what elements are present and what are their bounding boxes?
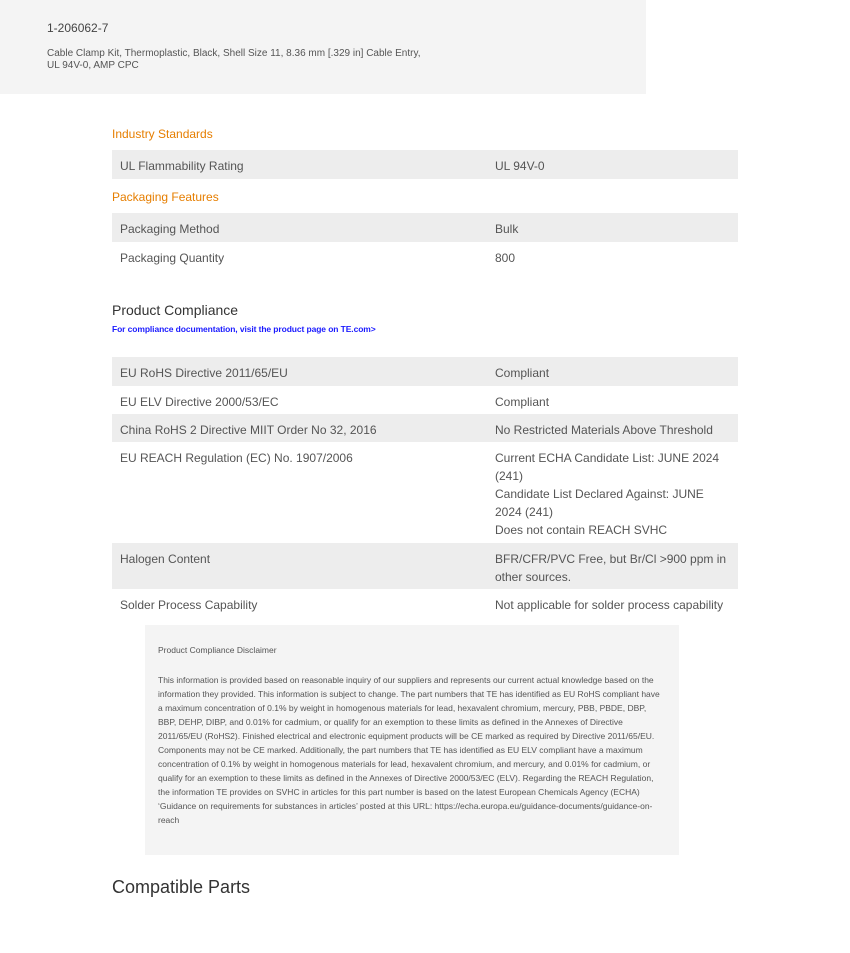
row-label: Solder Process Capability [120, 598, 258, 612]
table-row [112, 589, 738, 618]
row-value: Compliant [495, 366, 550, 380]
compliance-documentation-link[interactable]: For compliance documentation, visit the product page on TE.com> [112, 324, 376, 334]
industry-standards-title: Industry Standards [112, 127, 213, 141]
row-label: Packaging Quantity [120, 251, 225, 265]
row-label: EU REACH Regulation (EC) No. 1907/2006 [120, 451, 353, 465]
packaging-features-title: Packaging Features [112, 190, 219, 204]
table-row [112, 414, 738, 442]
table-row [112, 386, 738, 414]
row-value: BFR/CFR/PVC Free, but Br/Cl >900 ppm in other sources. [495, 552, 727, 584]
part-header [0, 0, 646, 94]
row-value: UL 94V-0 [495, 159, 545, 173]
table-row [112, 442, 738, 543]
row-value: Bulk [495, 222, 519, 236]
table-row [112, 242, 738, 271]
row-label: UL Flammability Rating [120, 159, 244, 173]
table-row [112, 357, 738, 386]
row-label: China RoHS 2 Directive MIIT Order No 32, 2016 [120, 423, 377, 437]
table-row [112, 543, 738, 589]
row-value: Current ECHA Candidate List: JUNE 2024 (241) Candidate List Declared Against: JUNE 2024 (241) Does not contain REACH SVHC [495, 451, 720, 537]
disclaimer-title: Product Compliance Disclaimer [158, 645, 277, 655]
row-value: Compliant [495, 395, 550, 409]
row-value: Not applicable for solder process capability [495, 598, 724, 612]
table-row [112, 150, 738, 179]
row-label: EU RoHS Directive 2011/65/EU [120, 366, 288, 380]
row-label: Packaging Method [120, 222, 220, 236]
disclaimer-body: This information is provided based on reasonable inquiry of our suppliers and represents our current actual knowledge based on the information they provided. This information is subject to change. The part numbers that TE has identified as EU RoHS compliant have a maximum concentration of 0.1% by weight in homogenous materials for lead, hexavalent chromium, mercury, PBB, PBDE, DBP, BBP, DEHP, DIBP, and 0.01% for cadmium, or qualify for an exemption to these limits as defined in the Annexes of Directive 2011/65/EU (RoHS2). Finished electrical and electronic equipment products will be CE marked as required by Directive 2011/65/EU. Components may not be CE marked. Additionally, the part numbers that TE has identified as EU ELV compliant have a maximum concentration of 0.1% by weight in homogenous materials for lead, hexavalent chromium, and mercury, and 0.01% for cadmium, or qualify for an exemption to these limits as defined in the Annexes of Directive 2000/53/EC (ELV). Regarding the REACH Regulation, the information TE provides on SVHC in articles for this part number is based on the latest European Chemicals Agency (ECHA) ‘Guidance on requirements for substances in articles’ posted at this URL: https://echa.europa.eu/guidance-documents/guidance-on-reach [158, 675, 660, 825]
product-compliance-title: Product Compliance [112, 302, 239, 318]
part-description: Cable Clamp Kit, Thermoplastic, Black, Shell Size 11, 8.36 mm [.329 in] Cable Entry, UL 94V-0, AMP CPC [47, 48, 421, 71]
compatible-parts-title: Compatible Parts [112, 877, 251, 897]
row-value: 800 [495, 251, 516, 265]
row-label: Halogen Content [120, 552, 211, 566]
row-value: No Restricted Materials Above Threshold [495, 423, 713, 437]
row-label: EU ELV Directive 2000/53/EC [120, 395, 279, 409]
compliance-disclaimer [145, 625, 679, 855]
table-row [112, 213, 738, 242]
part-number: 1-206062-7 [47, 21, 109, 35]
